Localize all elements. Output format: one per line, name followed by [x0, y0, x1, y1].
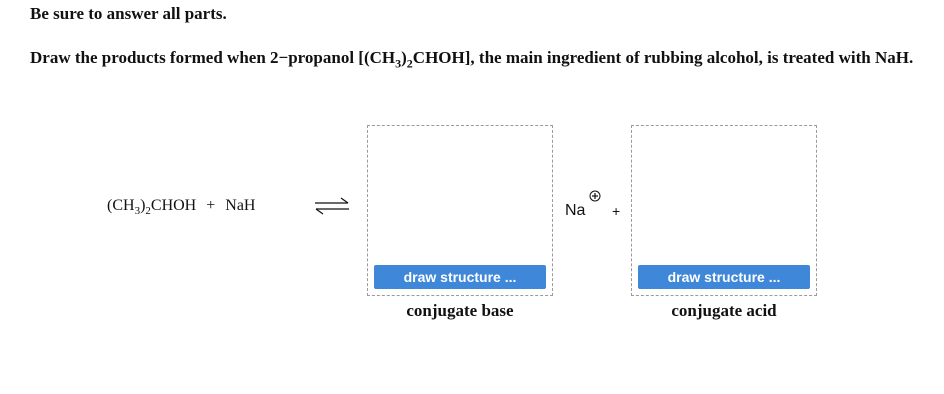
conjugate-acid-caption: conjugate acid	[671, 301, 777, 320]
draw-conjugate-base-button[interactable]: draw structure ...	[374, 265, 546, 289]
question-part-3: CHOH], the main ingredient of rubbing alcohol, is treated with NaH.	[412, 48, 914, 67]
reactant-1-subscript-1: 3	[134, 205, 141, 218]
equilibrium-arrows-icon	[313, 196, 351, 216]
question-part-2: )	[401, 48, 407, 67]
reaction-equation	[107, 197, 256, 218]
sodium-ion-label: Na	[565, 202, 586, 219]
instruction-text: Be sure to answer all parts.	[30, 4, 227, 23]
reactant-1-text-c: CHOH	[150, 197, 197, 214]
reaction-plus-sign: +	[206, 197, 216, 214]
circled-plus-icon	[589, 190, 601, 202]
conjugate-base-caption: conjugate base	[406, 301, 514, 320]
conjugate-acid-drawing-area[interactable]	[631, 125, 817, 296]
conjugate-base-drawing-area[interactable]	[367, 125, 553, 296]
reactant-1-text-b: )	[140, 197, 146, 214]
draw-conjugate-acid-button[interactable]: draw structure ...	[638, 265, 810, 289]
question-subscript-1: 3	[395, 56, 402, 71]
reactant-sodium-hydride: NaH	[225, 197, 256, 214]
question-part-1: Draw the products formed when 2−propanol [(CH	[30, 48, 396, 67]
question-subscript-2: 2	[406, 56, 413, 71]
product-plus-sign: +	[612, 203, 621, 219]
reactant-1-subscript-2: 2	[145, 205, 151, 218]
reactant-1-text-a: (CH	[107, 197, 135, 214]
reactant-isopropanol	[107, 197, 197, 218]
question-text	[30, 44, 920, 72]
